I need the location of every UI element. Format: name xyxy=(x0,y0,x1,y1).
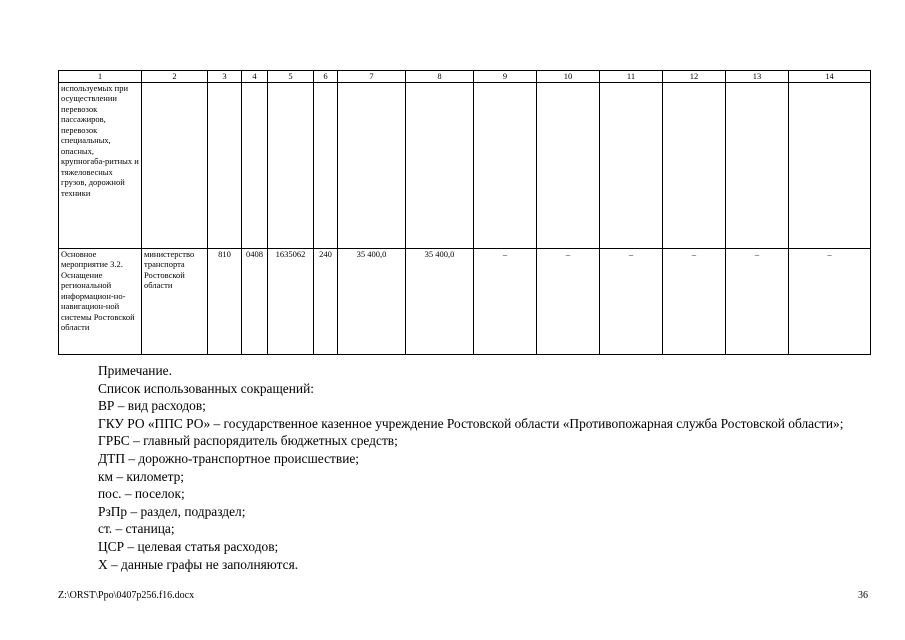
header-cell: 5 xyxy=(268,71,314,83)
page-number: 36 xyxy=(858,590,868,601)
file-path: Z:\ORST\Ppo\0407p256.f16.docx xyxy=(58,590,195,601)
note-line: пос. – поселок; xyxy=(98,486,185,502)
table-row xyxy=(59,248,871,354)
table-cell xyxy=(474,82,537,248)
note-line: Примечание. xyxy=(98,363,172,378)
header-cell: 8 xyxy=(406,71,474,83)
table-cell: 35 400,0 xyxy=(406,248,474,354)
note-line: км – километр; xyxy=(98,468,185,484)
table-cell xyxy=(314,82,338,248)
header-cell: 13 xyxy=(726,71,789,83)
table-cell: 1635062 xyxy=(268,248,314,354)
budget-table xyxy=(58,70,871,355)
table-cell xyxy=(142,82,208,248)
note-line: ГКУ РО «ППС РО» – государственное казенное учреждение Ростовской области «Противопожарная служба Ростовской области»; xyxy=(98,415,844,431)
header-cell: 7 xyxy=(338,71,406,83)
header-cell: 11 xyxy=(600,71,663,83)
header-cell: 9 xyxy=(474,71,537,83)
note-line: Список использованных сокращений: xyxy=(98,380,314,396)
table-cell xyxy=(406,82,474,248)
header-cell: 4 xyxy=(242,71,268,83)
header-cell: 2 xyxy=(142,71,208,83)
table-cell: 35 400,0 xyxy=(338,248,406,354)
header-cell: 6 xyxy=(314,71,338,83)
table-cell: 0408 xyxy=(242,248,268,354)
table-cell: – xyxy=(726,248,789,354)
table-cell: – xyxy=(789,248,871,354)
table-cell: – xyxy=(663,248,726,354)
table-cell xyxy=(789,82,871,248)
table-cell: используемых при осуществлении перевозок пассажиров, перевозок специальных, опасных, крупногаба-ритных и тяжеловесных грузов, дорожной техники xyxy=(59,82,142,248)
notes-section xyxy=(58,362,868,573)
table-cell xyxy=(242,82,268,248)
column-number-row xyxy=(59,71,871,83)
header-cell: 12 xyxy=(663,71,726,83)
note-line: ЦСР – целевая статья расходов; xyxy=(98,538,279,554)
table-cell: 810 xyxy=(208,248,242,354)
header-cell: 14 xyxy=(789,71,871,83)
header-cell: 1 xyxy=(59,71,142,83)
table-row xyxy=(59,82,871,248)
table-cell: министерство транспорта Ростовской области xyxy=(142,248,208,354)
note-line: ст. – станица; xyxy=(98,521,175,537)
table-cell: Основное мероприятие 3.2. Оснащение региональной информацион-но-навигацион-ной системы Ростовской области xyxy=(59,248,142,354)
table-cell: – xyxy=(474,248,537,354)
note-line: РзПр – раздел, подраздел; xyxy=(98,503,246,519)
header-cell: 10 xyxy=(537,71,600,83)
table-cell xyxy=(663,82,726,248)
table-cell: – xyxy=(600,248,663,354)
note-line: ГРБС – главный распорядитель бюджетных средств; xyxy=(98,433,398,449)
note-line: ВР – вид расходов; xyxy=(98,398,206,414)
table-cell xyxy=(537,82,600,248)
table-cell xyxy=(268,82,314,248)
table-cell xyxy=(600,82,663,248)
table-cell: 240 xyxy=(314,248,338,354)
table-cell xyxy=(208,82,242,248)
page-footer xyxy=(58,590,868,601)
header-cell: 3 xyxy=(208,71,242,83)
table-cell: – xyxy=(537,248,600,354)
note-line: Х – данные графы не заполняются. xyxy=(98,556,299,572)
table-cell xyxy=(726,82,789,248)
note-line: ДТП – дорожно-транспортное происшествие; xyxy=(98,450,360,466)
table-cell xyxy=(338,82,406,248)
